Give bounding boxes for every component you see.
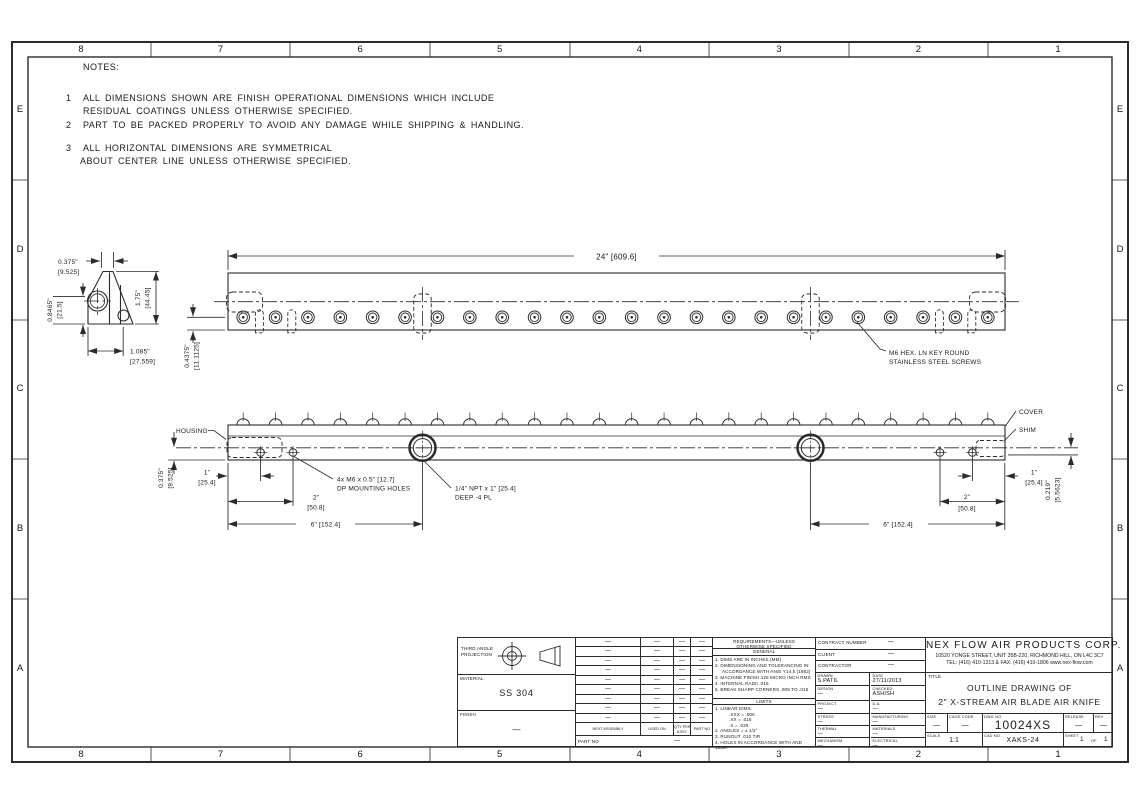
screw-note: STAINLESS STEEL SCREWS [889, 359, 982, 366]
zone-label: D [1116, 243, 1124, 255]
cover-screw-icon [625, 311, 638, 324]
assembly-cell: — [576, 638, 641, 647]
dim-label: 2" [312, 494, 320, 502]
general-label: GENERAL [713, 649, 815, 656]
assembly-rows [576, 638, 713, 723]
material-label: MATERIAL [460, 676, 484, 681]
projection-label: THIRD ANGLE [461, 646, 494, 651]
dim-label: [9.525] [58, 269, 80, 276]
personnel-label: ELECTRICAL [872, 738, 898, 743]
zone-label: 8 [78, 748, 84, 760]
projection-label: PROJECTION [461, 652, 493, 657]
material-value: SS 304 [499, 688, 534, 698]
assembly-cell: — [674, 685, 691, 694]
mounting-note: 4x M6 x 0.5" [12.7] [337, 476, 395, 484]
cover-screw-head-icon [852, 413, 865, 426]
zone-label: 7 [217, 748, 224, 760]
personnel-label: DESIGN [817, 686, 834, 691]
req-item: 2. DIMENSIONING AND TOLERANCING IN ACCORDANCE WITH ANSI Y14.5 (1982) [715, 663, 811, 674]
assembly-cell: — [674, 638, 691, 647]
dim-label: 24" [609.6] [596, 252, 637, 262]
size-value: — [933, 722, 940, 729]
cover-screw-icon [561, 311, 574, 324]
assembly-cell: — [691, 676, 713, 685]
dim-label: [21.5] [56, 301, 64, 319]
cover-screw-head-icon [723, 413, 736, 426]
assembly-cell: — [576, 647, 641, 656]
req-header: REQUIREMENTS—UNLESS [733, 638, 795, 644]
col-header: ASSY [676, 729, 688, 734]
dim-label: 1" [1030, 469, 1038, 477]
note-text: RESIDUAL COATINGS UNLESS OTHERWISE SPECIFIED. [83, 106, 353, 116]
assembly-cell: — [691, 638, 713, 647]
mounting-note: DP MOUNTING HOLES [337, 485, 411, 493]
requirements-cell [713, 638, 816, 751]
cover-screw-head-icon [625, 413, 638, 426]
cover-screw-icon [496, 311, 509, 324]
finish-label: FINISH [460, 712, 476, 717]
cover-screw-icon [399, 311, 412, 324]
personnel-cell [871, 726, 925, 738]
size-label: SIZE [927, 715, 937, 719]
personnel-cell [816, 726, 870, 738]
assembly-cell: — [674, 695, 691, 704]
personnel-label: D.A. [872, 701, 881, 706]
hidden-mounting-hole [255, 310, 263, 333]
zone-label: E [1116, 104, 1124, 115]
drawing-title-line1: OUTLINE DRAWING OF [967, 683, 1072, 693]
rev-value: — [1100, 722, 1107, 729]
company-name: NEX FLOW AIR PRODUCTS CORP. [926, 640, 1122, 651]
assembly-cell: — [691, 704, 713, 713]
zone-label: A [16, 662, 24, 674]
req-item: 5. BREAK SHARP CORNERS .005 TO .015 [715, 686, 809, 692]
dim-label: [25.4] [198, 479, 216, 487]
zone-label: 5 [497, 748, 503, 760]
personnel-value: — [817, 742, 824, 749]
top-view [184, 249, 1019, 370]
personnel-label: CHECKED [872, 686, 893, 691]
notes-block [64, 62, 624, 172]
material-cell [458, 675, 576, 711]
npt-note: DEEP -4 PL [455, 494, 492, 502]
zone-label: 7 [217, 43, 224, 55]
cover-screw-head-icon [269, 413, 282, 426]
release-label: RELEASE [1065, 715, 1084, 719]
col-header: USED ON [648, 727, 666, 731]
personnel-value: — [872, 742, 879, 749]
dim-label: 1.085" [130, 348, 150, 356]
personnel-cell [816, 686, 870, 701]
req-item: 1. LINEAR DIMS. [715, 706, 753, 711]
personnel-label: DATE [872, 673, 884, 678]
screw-note: M6 HEX. LN KEY ROUND [889, 350, 970, 357]
finish-value: — [512, 725, 521, 734]
cover-screw-head-icon [561, 413, 574, 426]
title-block [457, 637, 1122, 751]
personnel-value: — [872, 730, 879, 737]
projection-cell [458, 638, 576, 675]
personnel-value: 27/11/2013 [872, 677, 902, 684]
cover-screw-head-icon [820, 413, 833, 426]
assembly-cell: — [691, 685, 713, 694]
dim-label: 1" [203, 469, 211, 477]
personnel-label: PROJECT [817, 701, 837, 706]
cover-label: COVER [1019, 409, 1044, 416]
personnel-cell [816, 701, 870, 714]
personnel-cell [816, 673, 870, 686]
personnel-value: — [872, 718, 879, 725]
cover-screw-icon [917, 311, 930, 324]
finish-cell [458, 711, 576, 747]
cover-screw-icon [820, 311, 833, 324]
shim-label: SHIM [1019, 427, 1037, 434]
req-item: 3. RUNOUT .010 TIR [715, 733, 761, 739]
zone-label: B [1116, 523, 1124, 535]
cover-screw-head-icon [658, 413, 671, 426]
assembly-cell: — [674, 657, 691, 666]
note-text: PART TO BE PACKED PROPERLY TO AVOID ANY DAMAGE WHILE SHIPPING & HANDLING. [83, 120, 524, 130]
sheet-of-label: OF [1091, 739, 1097, 743]
cover-screw-icon [366, 311, 379, 324]
dim-label: [44.45] [144, 287, 152, 309]
drawing-title-line2: 2" X-STREAM AIR BLADE AIR KNIFE [938, 697, 1101, 707]
note-number: 1 [66, 93, 72, 103]
zone-label: E [16, 104, 24, 115]
personnel-label: THERMAL [817, 726, 838, 731]
zone-label: B [16, 523, 24, 535]
dim-label: 6" [152.4] [883, 521, 913, 529]
req-item: 4. INTERNAL RADII .015 [715, 680, 769, 686]
req-item: 2. ANGLES = ± 1/2° [715, 728, 758, 734]
personnel-cell [871, 714, 925, 726]
cover-screw-icon [658, 311, 671, 324]
dim-label: 6" [152.4] [310, 521, 341, 529]
zone-label: 5 [497, 43, 503, 55]
cover-screw-icon [593, 311, 606, 324]
hidden-mounting-hole [968, 310, 976, 333]
zone-label: 6 [357, 748, 363, 760]
note-text: ABOUT CENTER LINE UNLESS OTHERWISE SPECIFIED. [80, 156, 351, 166]
cage-code-label: CAGE CODE [949, 715, 974, 719]
front-view [158, 409, 1078, 530]
assembly-cell: — [641, 685, 674, 694]
personnel-value: ASHISH [872, 690, 895, 697]
personnel-value: — [817, 705, 824, 712]
req-item: .XXX = .005 [729, 711, 755, 717]
assembly-cell: — [576, 685, 641, 694]
personnel-value: — [817, 718, 824, 725]
sheet-total: 1 [1104, 736, 1108, 743]
zone-label: 3 [776, 43, 782, 55]
zone-label: 2 [915, 748, 922, 760]
cover-screw-icon [982, 311, 995, 324]
zone-label: A [1116, 662, 1124, 674]
zone-label: 1 [1055, 43, 1061, 55]
release-value: — [1075, 722, 1082, 729]
cover-screw-icon [464, 311, 477, 324]
scale-label: SCALE [927, 734, 941, 738]
cover-screw-head-icon [884, 413, 897, 426]
personnel-value: S.PATIL [817, 677, 839, 684]
personnel-cell [871, 701, 925, 714]
personnel-cell [871, 686, 925, 701]
personnel-label: MECHANISM [817, 738, 843, 743]
limits-label: LIMITS [713, 698, 815, 705]
assembly-cell: — [691, 647, 713, 656]
assembly-cell: — [674, 647, 691, 656]
zone-label: C [1116, 383, 1124, 395]
cover-screw-icon [755, 311, 768, 324]
cover-screw-icon [269, 311, 282, 324]
assembly-cell: — [691, 657, 713, 666]
req-item: .X = .030 [729, 722, 749, 728]
assembly-cell: — [674, 676, 691, 685]
assembly-cell: — [641, 647, 674, 656]
hidden-mounting-hole [935, 310, 943, 333]
personnel-grid [816, 673, 925, 747]
dim-label: [5.5623] [1054, 477, 1062, 503]
note-number: 2 [66, 120, 72, 130]
personnel-value: — [817, 690, 824, 697]
cover-screw-head-icon [431, 413, 444, 426]
assembly-cell: — [576, 666, 641, 675]
zone-label: 6 [357, 43, 363, 55]
zone-label: 3 [776, 748, 782, 760]
dim-label: [25.4] [1025, 479, 1043, 487]
cover-screw-head-icon [949, 413, 962, 426]
cover-screw-head-icon [496, 413, 509, 426]
assembly-cell: — [641, 676, 674, 685]
contractor-value: — [888, 662, 895, 668]
assembly-cell: — [576, 695, 641, 704]
client-label: CLIENT [818, 652, 836, 657]
assembly-cell: — [641, 657, 674, 666]
sheet-label: SHEET [1065, 734, 1079, 738]
assembly-cell: — [641, 666, 674, 675]
col-header: PART NO [693, 727, 711, 731]
scale-value: 1:1 [949, 737, 959, 744]
cover-screw-icon [302, 311, 315, 324]
personnel-label: MANUFACTURING [872, 714, 909, 719]
personnel-value: — [872, 705, 879, 712]
rev-label: REV [1095, 715, 1104, 719]
dim-label: [50.8] [307, 504, 325, 512]
cover-screw-icon [334, 311, 347, 324]
assembly-cell: — [674, 666, 691, 675]
cover-screw-head-icon [334, 413, 347, 426]
dim-label: [11.1125] [193, 342, 201, 370]
note-text: ALL HORIZONTAL DIMENSIONS ARE SYMMETRICAL [83, 143, 333, 153]
cover-screw-icon [723, 311, 736, 324]
cover-screw-icon [528, 311, 541, 324]
personnel-label: DRAWN [817, 673, 833, 678]
assembly-table [576, 638, 713, 747]
zone-label: 2 [915, 43, 922, 55]
zone-label: 4 [636, 43, 642, 55]
cad-no-label: CAD NO [984, 734, 1000, 738]
assembly-cell: — [576, 714, 641, 723]
personnel-cell [816, 738, 870, 747]
note-number: 3 [66, 143, 72, 153]
sheet-value: 1 [1080, 736, 1084, 743]
cover-screw-icon [787, 311, 800, 324]
company-contact: TEL: (416) 410-1313 & FAX: (416) 410-1806 www.nex-flow.com [946, 660, 1093, 666]
personnel-cell [816, 714, 870, 726]
cover-screw-head-icon [982, 413, 995, 426]
assembly-cell: — [674, 714, 691, 723]
cover-screw-head-icon [237, 413, 250, 426]
zone-label: 4 [636, 748, 642, 760]
req-item: 3. MACHINE FINISH 125 MICRO INCH RMS [715, 674, 811, 680]
personnel-label: STRESS [817, 714, 834, 719]
hidden-mounting-hole [288, 310, 296, 333]
personnel-label: MATERIALS [872, 726, 896, 731]
cover-screw-head-icon [366, 413, 379, 426]
col-header: QTY PER [674, 724, 691, 729]
company-column [926, 638, 1122, 747]
assembly-cell: — [641, 638, 674, 647]
client-value: — [888, 651, 895, 657]
assembly-cell: — [576, 676, 641, 685]
assembly-cell: — [641, 695, 674, 704]
dim-label: 1.75" [135, 290, 142, 306]
req-item: .XX = .015 [729, 717, 752, 723]
cover-screw-head-icon [917, 413, 930, 426]
profile-view [47, 252, 159, 366]
personnel-value: — [817, 730, 824, 737]
assembly-cell: — [576, 657, 641, 666]
zone-label: 8 [78, 43, 84, 55]
contractor-label: CONTRACTOR [818, 663, 852, 668]
note-text: ALL DIMENSIONS SHOWN ARE FINISH OPERATIONAL DIMENSIONS WHICH INCLUDE [83, 93, 495, 103]
cover-screw-icon [884, 311, 897, 324]
cover-screw-head-icon [787, 413, 800, 426]
third-angle-projection-icon [496, 641, 568, 671]
dim-label: [9.525] [167, 467, 175, 489]
dim-label: 0.4375" [184, 344, 191, 368]
assembly-cell: — [641, 714, 674, 723]
cover-screw-icon [690, 311, 703, 324]
dwg-no-label: DWG NO [984, 715, 1002, 719]
cover-screw-head-icon [464, 413, 477, 426]
cad-no-value: XAKS-24 [1006, 737, 1040, 744]
zone-label: 1 [1055, 748, 1061, 760]
req-item: 4. HOLES IN ACCORDANCE WITH AND 10387 [715, 739, 803, 751]
req-item: 1. DIMS ARE IN INCHES (MM) [715, 657, 782, 662]
cover-screw-head-icon [302, 413, 315, 426]
housing-label: HOUSING [176, 428, 208, 435]
assembly-cell: — [641, 704, 674, 713]
personnel-cell [871, 738, 925, 747]
cover-screw-icon [852, 311, 865, 324]
title-label: TITLE [928, 674, 942, 679]
hidden-shim-outline [976, 441, 1005, 457]
zone-label: D [16, 243, 24, 255]
part-no-label: PART NO [578, 739, 599, 744]
personnel-cell [871, 673, 925, 686]
zone-label: C [16, 383, 24, 395]
contract-number-label: CONTRACT NUMBER [818, 640, 867, 645]
notes-heading: NOTES: [83, 62, 120, 72]
assembly-cell: — [691, 695, 713, 704]
dim-label: 0.219" [1045, 480, 1052, 500]
dim-label: [27.559] [130, 358, 156, 366]
cover-screw-icon [431, 311, 444, 324]
cover-screw-head-icon [528, 413, 541, 426]
dim-label: 2" [963, 494, 971, 501]
dim-label: [50.8] [958, 505, 976, 513]
dwg-no-value: 10024XS [994, 718, 1052, 732]
dim-label: 0.8465" [47, 298, 54, 322]
cover-screw-head-icon [593, 413, 606, 426]
cage-code-value: — [961, 722, 969, 729]
company-address: 10520 YONGE STREET, UNIT 35B-220, RICHMOND HILL, ON L4C 3C7 [935, 653, 1104, 659]
req-header: OTHERWISE SPECIFIED [736, 644, 792, 650]
cover-screw-icon [237, 311, 250, 324]
dim-label: 0.375" [58, 259, 78, 266]
cover-screw-head-icon [690, 413, 703, 426]
contract-number-value: — [888, 639, 895, 645]
assembly-cell: — [576, 704, 641, 713]
admin-column [816, 638, 926, 747]
cover-screw-icon [949, 311, 962, 324]
npt-note: 1/4" NPT x 1" [25.4] [455, 485, 516, 493]
assembly-cell: — [691, 666, 713, 675]
part-no-value: — [674, 738, 680, 744]
assembly-cell: — [691, 714, 713, 723]
assembly-cell: — [674, 704, 691, 713]
cover-screw-head-icon [755, 413, 768, 426]
cover-screw-head-icon [399, 413, 412, 426]
col-header: NEXT ASSEMBLY [592, 727, 624, 731]
dim-label: 0.375" [158, 468, 165, 488]
